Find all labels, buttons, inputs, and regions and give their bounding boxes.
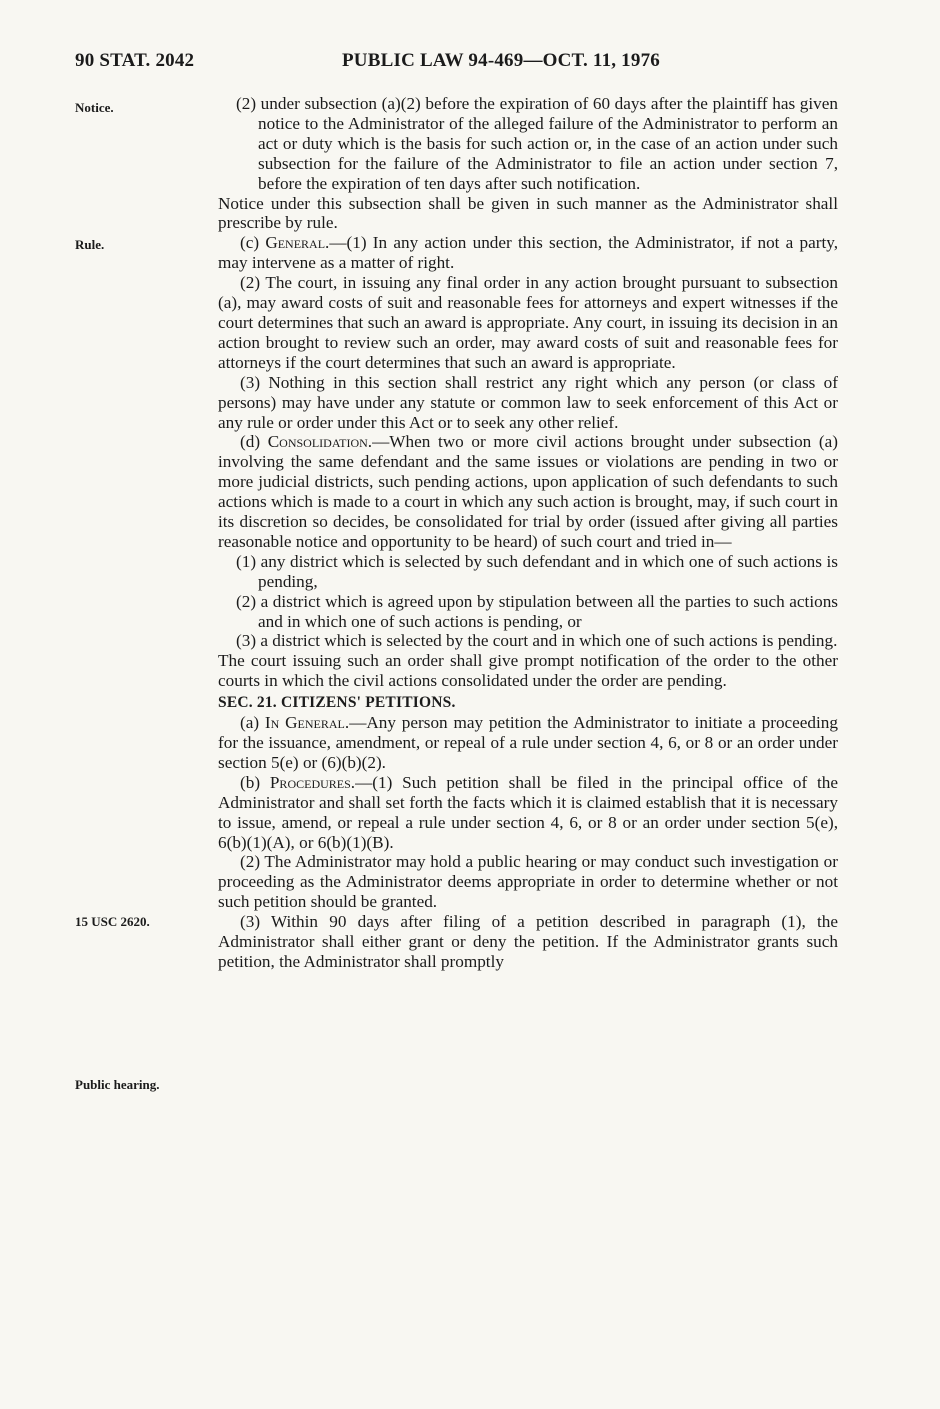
margin-note-rule: Rule. xyxy=(75,237,105,252)
paragraph-d: (d) Consolidation.—When two or more civil actions brought under subsection (a) involving the same defendant and the same issues or violations are pending in two or more judicial districts, such pending actions, upon application of such defendants to such actions which is made to a court in which any such action is brought, may, if such court in its discretion so decides, be consolidated for trial by order (issued after giving all parties reasonable notice and opportunity to be heard) of such court and tried in— xyxy=(218,432,838,551)
paragraph: (2) under subsection (a)(2) before the expiration of 60 days after the plaintiff has given notice to the Administrator of the alleged failure of the Administrator to perform an act or duty which is the basis for such action or, in the case of an action under such subsection for the failure of the Administrator to file an action under section 7, before the expiration of ten days after such notification. xyxy=(236,94,838,193)
running-header: PUBLIC LAW 94-469—OCT. 11, 1976 xyxy=(342,50,660,71)
section-heading: SEC. 21. CITIZENS' PETITIONS. xyxy=(218,694,456,712)
paragraph: The court issuing such an order shall give prompt notification of the order to the other courts in which the civil actions consolidated under the order are pending. xyxy=(218,651,838,691)
body-text xyxy=(218,94,838,972)
heading-consolidation: Consolidation. xyxy=(267,432,373,452)
list-item: (2) a district which is agreed upon by stipulation between all the parties to such actions and in which one of such actions is pending, or xyxy=(236,591,838,631)
heading-general: General. xyxy=(265,233,330,253)
paragraph-a: (a) In General.—Any person may petition the Administrator to initiate a proceeding for the issuance, amendment, or repeal of a rule under section 4, 6, or 8 or an order under section 5(e) or (6)(b)(2). xyxy=(218,713,838,772)
list-item: (1) any district which is selected by such defendant and in which one of such actions is pending, xyxy=(236,551,838,591)
margin-note-public-hearing: Public hearing. xyxy=(75,1077,160,1092)
margin-note-notice: Notice. xyxy=(75,100,114,115)
list-item: (3) a district which is selected by the court and in which one of such actions is pending. xyxy=(236,631,838,651)
paragraph: (2) The court, in issuing any final order in any action brought pursuant to subsection (a), may award costs of suit and reasonable fees for attorneys and expert witnesses if the court determines that such an award is appropriate. Any court, in issuing its decision in an action brought to review such an order, may award costs of suit and reasonable fees for attorneys if the court determines that such an award is appropriate. xyxy=(218,273,838,372)
paragraph: (2) The Administrator may hold a public hearing or may conduct such investigation or proceeding as the Administrator deems appropriate in order to determine whether or not such petition should be granted. xyxy=(218,852,838,912)
paragraph: (3) Nothing in this section shall restrict any right which any person (or class of persons) may have under any statute or common law to seek enforcement of this Act or any rule or order under this Act or to seek any other relief. xyxy=(218,372,838,432)
page-stat-number: 90 STAT. 2042 xyxy=(75,50,195,71)
paragraph-b: (b) Procedures.—(1) Such petition shall be filed in the principal office of the Administrator and shall set forth the facts which it is claimed establish that it is necessary to issue, amend, or repeal a rule under section 4, 6, or 8 or an order under section 5(e), 6(b)(1)(A), or 6(b)(1)(B). xyxy=(218,772,838,852)
paragraph-c: (c) General.—(1) In any action under this section, the Administrator, if not a party, may intervene as a matter of right. xyxy=(218,233,839,273)
paragraph: (3) Within 90 days after filing of a petition described in paragraph (1), the Administrator shall either grant or deny the petition. If the Administrator grants such petition, the Administrator shall promptly xyxy=(218,912,838,971)
heading-procedures: Procedures. xyxy=(269,772,356,792)
heading-in-general: In General. xyxy=(264,713,350,733)
margin-note-usc: 15 USC 2620. xyxy=(75,914,150,929)
paragraph: Notice under this subsection shall be given in such manner as the Administrator shall prescribe by rule. xyxy=(218,193,838,233)
